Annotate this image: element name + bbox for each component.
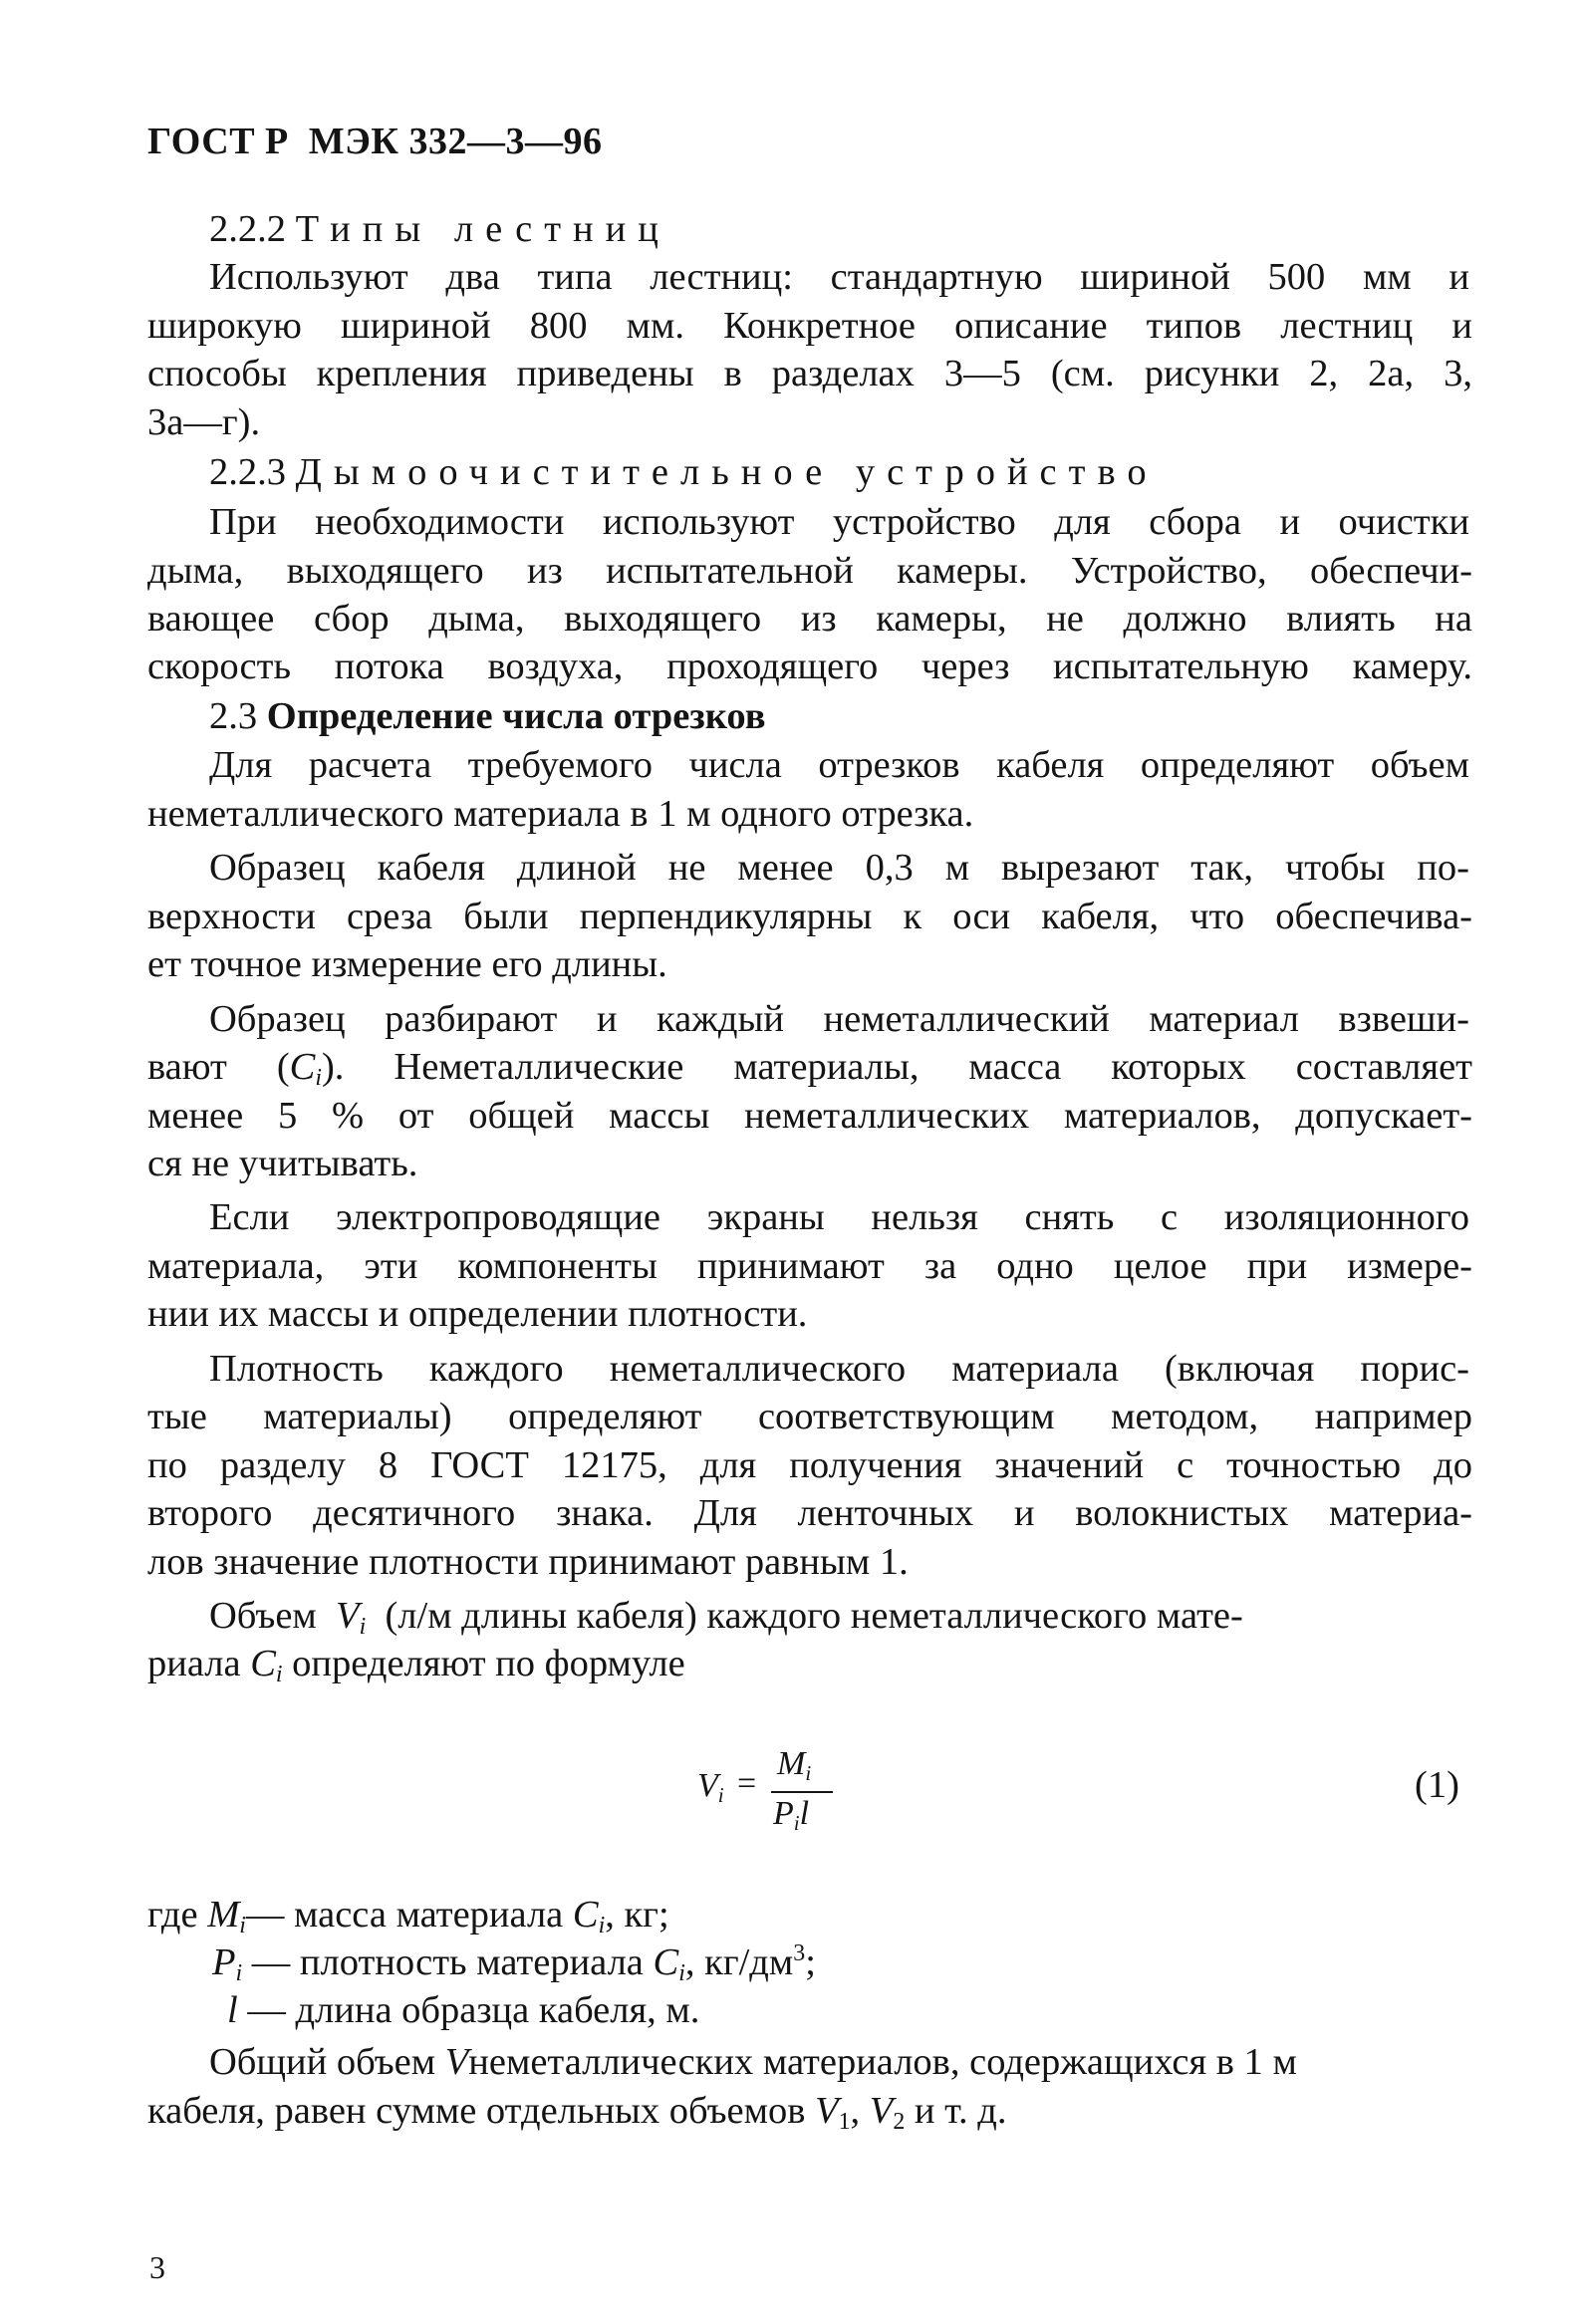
text-run: кабеля, равен сумме отдельных объемов bbox=[147, 2090, 806, 2132]
text-run: неметаллических материалов, содержащихся в 1 м bbox=[468, 2041, 1297, 2083]
paragraph-line: лов значение плотности принимают равным 1. bbox=[147, 1541, 909, 1583]
symbol-v: V bbox=[444, 2041, 469, 2083]
paragraph-line: ет точное измерение его длины. bbox=[147, 943, 667, 985]
symbol-v2: V bbox=[869, 2090, 894, 2132]
symbol-p: P bbox=[212, 1941, 236, 1983]
formula-denominator: $P_il$ bbox=[773, 1795, 810, 1835]
subscript: i bbox=[678, 1960, 685, 1986]
text-run: ). Неметаллические материалы, масса которых составляет bbox=[321, 1046, 1472, 1088]
section-number: 2.2.2 bbox=[209, 208, 286, 250]
paragraph-line: Образец разбирают и каждый неметаллический материал взвеши- bbox=[209, 998, 1469, 1040]
section-number: 2.3 bbox=[209, 695, 258, 737]
paragraph-line: дыма, выходящего из испытательной камеры. Устройство, обеспечи- bbox=[147, 550, 1472, 592]
subscript: i bbox=[235, 1960, 243, 1986]
paragraph-line bbox=[147, 1043, 1472, 1091]
text-run: Общий объем bbox=[209, 2041, 436, 2083]
document-header bbox=[147, 120, 602, 163]
paragraph-line bbox=[209, 1592, 1469, 1640]
subscript: 2 bbox=[893, 2109, 906, 2135]
subscript: i bbox=[315, 1065, 322, 1091]
page-number: 3 bbox=[149, 2249, 165, 2285]
text-run: и т. д. bbox=[914, 2090, 1007, 2132]
paragraph-line: Используют два типа лестниц: стандартную шириной 500 мм и bbox=[209, 256, 1469, 298]
equation-number: (1) bbox=[1415, 1764, 1459, 1806]
section-title: Определение числа отрезков bbox=[266, 695, 766, 737]
subscript: i bbox=[598, 1913, 606, 1938]
paragraph-line: скорость потока воздуха, проходящего через испытательную камеру. bbox=[147, 646, 1472, 687]
superscript: 3 bbox=[793, 1940, 806, 1966]
text-run: определяют по формуле bbox=[292, 1643, 685, 1684]
formula-lhs: $V_i$ bbox=[697, 1767, 724, 1807]
symbol-v1: V bbox=[815, 2090, 839, 2132]
section-2-2-3-heading bbox=[209, 448, 1534, 496]
paragraph-line: Образец кабеля длиной не менее 0,3 м вырезают так, чтобы по- bbox=[209, 847, 1469, 889]
symbol-v: V bbox=[336, 1595, 360, 1637]
header-iec: МЭК 332—3—96 bbox=[308, 121, 603, 162]
section-title: Дымоочистительное устройство bbox=[295, 451, 1159, 493]
symbol-c: C bbox=[250, 1643, 276, 1684]
text-run: , bbox=[850, 2090, 861, 2132]
text-run: — масса материала bbox=[245, 1894, 564, 1936]
paragraph-line: второго десятичного знака. Для ленточных и волокнистых материа- bbox=[147, 1492, 1472, 1534]
text-run: (л/м длины кабеля) каждого неметаллического мате- bbox=[385, 1595, 1243, 1637]
where-line-density bbox=[212, 1938, 1537, 1986]
paragraph-line: материала, эти компоненты принимают за одно целое при измере- bbox=[147, 1245, 1472, 1287]
paragraph-line: Если электропроводящие экраны нельзя снять с изоляционного bbox=[209, 1196, 1469, 1238]
paragraph-line: тые материалы) определяют соответствующим методом, например bbox=[147, 1396, 1472, 1437]
fraction-bar bbox=[771, 1791, 833, 1793]
paragraph-line: Для расчета требуемого числа отрезков кабеля определяют объем bbox=[209, 744, 1469, 786]
text-run: , кг; bbox=[605, 1894, 669, 1936]
where-line-length bbox=[227, 1986, 1552, 2034]
paragraph-line: вающее сбор дыма, выходящего из камеры, не должно влиять на bbox=[147, 598, 1472, 640]
text-run: ; bbox=[805, 1941, 816, 1983]
section-number: 2.2.3 bbox=[209, 451, 286, 493]
text-run: , кг/дм bbox=[684, 1941, 794, 1983]
symbol-c: C bbox=[572, 1894, 599, 1936]
section-title: Типы лестниц bbox=[295, 208, 670, 250]
paragraph-line bbox=[147, 1640, 1472, 1687]
paragraph-line: способы крепления приведены в разделах 3—5 (см. рисунки 2, 2а, 3, bbox=[147, 353, 1472, 394]
paragraph-line: нии их массы и определении плотности. bbox=[147, 1293, 808, 1335]
text-run: Объем bbox=[209, 1595, 317, 1637]
text-run: — длина образца кабеля, м. bbox=[247, 1989, 700, 2031]
section-2-3-heading bbox=[209, 692, 1534, 740]
paragraph-line: При необходимости используют устройство для сбора и очистки bbox=[209, 501, 1469, 543]
subscript: 1 bbox=[838, 2109, 851, 2135]
paragraph-line: 3а—г). bbox=[147, 401, 261, 443]
paragraph-line bbox=[147, 2087, 1472, 2135]
subscript: i bbox=[239, 1913, 246, 1938]
paragraph-line: верхности среза были перпендикулярны к оси кабеля, что обеспечива- bbox=[147, 896, 1472, 937]
text-run: вают ( bbox=[147, 1046, 290, 1088]
formula-equals: = bbox=[737, 1765, 757, 1802]
paragraph-line: широкую шириной 800 мм. Конкретное описание типов лестниц и bbox=[147, 305, 1472, 347]
paragraph-line: менее 5 % от общей массы неметаллических материалов, допускает- bbox=[147, 1095, 1472, 1137]
text-run: где bbox=[147, 1894, 198, 1936]
paragraph-line: ся не учитывать. bbox=[147, 1143, 418, 1184]
formula-1 bbox=[697, 1745, 847, 1855]
paragraph-line: по разделу 8 ГОСТ 12175, для получения значений с точностью до bbox=[147, 1444, 1472, 1486]
where-line-mass bbox=[147, 1891, 1472, 1938]
subscript: i bbox=[275, 1662, 283, 1687]
paragraph-line: неметаллического материала в 1 м одного отрезка. bbox=[147, 793, 974, 835]
text-run: — плотность материала bbox=[251, 1941, 644, 1983]
formula-numerator: $M_i$ bbox=[777, 1745, 812, 1785]
symbol-c: C bbox=[289, 1046, 316, 1088]
subscript: i bbox=[359, 1614, 367, 1640]
paragraph-line bbox=[209, 2038, 1469, 2086]
section-2-2-2-heading bbox=[209, 205, 1534, 253]
symbol-m: M bbox=[207, 1894, 240, 1936]
symbol-l: l bbox=[227, 1989, 238, 2031]
header-gost: ГОСТ Р bbox=[147, 121, 289, 162]
symbol-c: C bbox=[653, 1941, 679, 1983]
text-run: риала bbox=[147, 1643, 241, 1684]
paragraph-line: Плотность каждого неметаллического материала (включая порис- bbox=[209, 1348, 1469, 1390]
